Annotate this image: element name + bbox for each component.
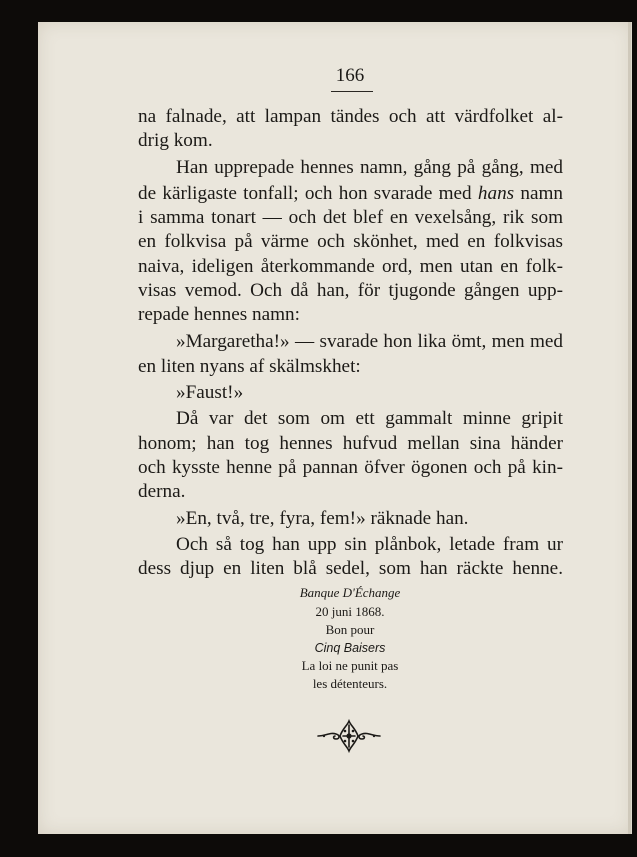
text-segment: de kärligaste tonfall; och hon svarade med <box>138 183 478 204</box>
text-line: honom; han tog hennes hufvud mellan sina händer <box>138 433 563 454</box>
page-number-rule <box>331 91 373 92</box>
text-line: naiva, ideligen återkommande ord, men utan en folk- <box>138 256 563 277</box>
floral-fleuron-icon <box>316 718 382 754</box>
banknote-date: 20 juni 1868. <box>315 604 385 619</box>
text-line: Han upprepade hennes namn, gång på gång, med <box>176 157 563 178</box>
text-line: i samma tonart — och det blef en vexelsång, rik som <box>138 207 563 228</box>
text-line: Och så tog han upp sin plånbok, letade fram ur <box>176 534 563 555</box>
text-line: en liten nyans af skälmskhet: <box>138 356 361 377</box>
text-line: repade hennes namn: <box>138 304 300 325</box>
banknote-bank-name: Banque D'Échange <box>299 585 401 600</box>
banknote-law-line: les détenteurs. <box>312 676 388 691</box>
text-line: na falnade, att lampan tändes och att värdfolket al- <box>138 106 563 127</box>
text-line: och kysste henne på pannan öfver ögonen och på kin- <box>138 457 563 478</box>
text-line: »En, två, tre, fyra, fem!» räknade han. <box>176 508 469 529</box>
text-segment: namn <box>514 183 563 204</box>
text-line: visas vemod. Och då han, för tjugonde gången upp- <box>138 280 563 301</box>
text-line: »Margaretha!» — svarade hon lika ömt, men med <box>176 331 563 352</box>
text-line <box>138 182 563 206</box>
banknote-law-line: La loi ne punit pas <box>301 658 399 673</box>
page-edge <box>628 22 631 834</box>
text-line: derna. <box>138 481 186 502</box>
emphasis-text: hans <box>477 183 515 204</box>
text-line: »Faust!» <box>176 382 244 403</box>
banknote-amount: Cinq Baisers <box>314 641 386 655</box>
text-line: drig kom. <box>138 130 213 151</box>
page-number: 166 <box>335 65 365 86</box>
text-line: en folkvisa på värme och skönhet, med en folkvisas <box>138 231 563 252</box>
text-line: Då var det som om ett gammalt minne gripit <box>176 408 563 429</box>
text-line: dess djup en liten blå sedel, som han räckte henne. <box>138 558 563 579</box>
banknote-bon-pour: Bon pour <box>325 622 375 637</box>
